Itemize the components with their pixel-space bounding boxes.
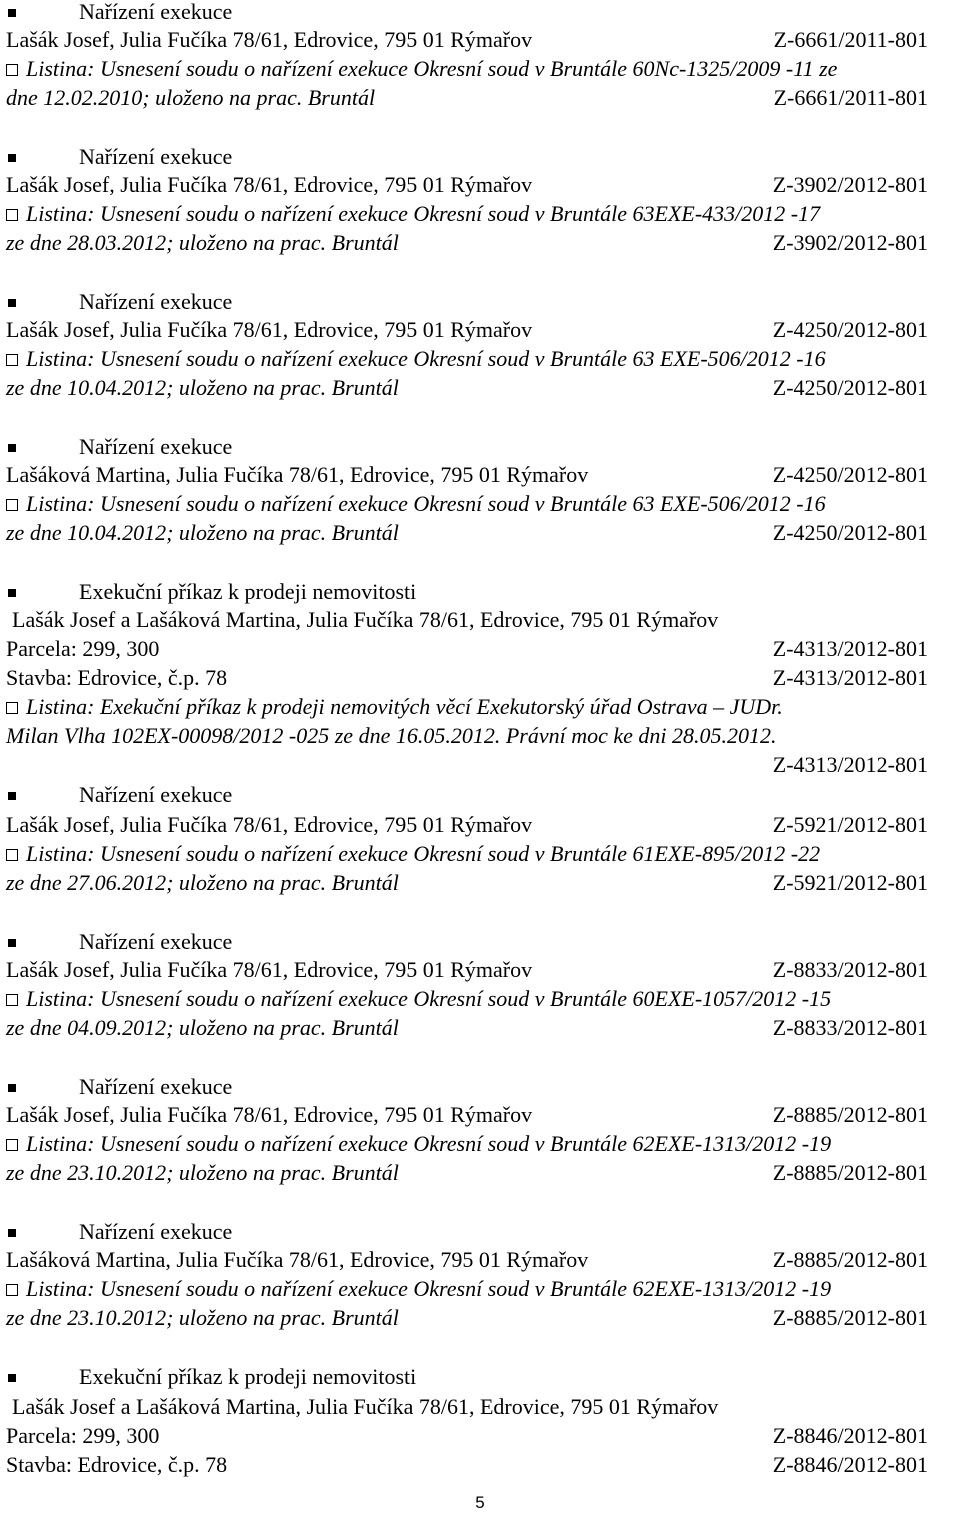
bullet-icon: [8, 444, 16, 452]
bullet-icon: [8, 939, 16, 947]
checkbox-square-icon: [6, 1139, 18, 1151]
checkbox-square-icon: [6, 64, 18, 76]
listina-line: Listina: Usnesení soudu o nařízení exekuce Okresní soud v Bruntále 62EXE-1313/2012 -19: [6, 1129, 956, 1158]
reference-number: Z-4313/2012-801: [772, 636, 928, 661]
owner-line: Lašák Josef, Julia Fučíka 78/61, Edrovice, 795 01 Rýmařov Z-8833/2012-801: [6, 957, 928, 982]
listina-line: Listina: Usnesení soudu o nařízení exekuce Okresní soud v Bruntále 62EXE-1313/2012 -19: [6, 1274, 956, 1303]
owner-line: Lašák Josef, Julia Fučíka 78/61, Edrovice, 795 01 Rýmařov Z-8885/2012-801: [6, 1102, 928, 1127]
reference-number: Z-3902/2012-801: [772, 230, 928, 255]
reference-number: Z-4250/2012-801: [772, 375, 928, 400]
entry-header: Nařízení exekuce: [79, 144, 233, 169]
bullet-icon: [8, 1374, 16, 1382]
checkbox-square-icon: [6, 849, 18, 861]
bullet-icon: [8, 154, 16, 162]
owner-line: Lašák Josef, Julia Fučíka 78/61, Edrovice, 795 01 Rýmařov Z-6661/2011-801: [6, 27, 928, 52]
listina-continuation: dne 12.02.2010; uloženo na prac. Bruntál Z-6661/2011-801: [6, 85, 928, 110]
listina-line: Listina: Usnesení soudu o nařízení exekuce Okresní soud v Bruntále 63 EXE-506/2012 -16: [6, 489, 956, 518]
reference-number: Z-8885/2012-801: [772, 1160, 928, 1185]
entry-header: Nařízení exekuce: [79, 1074, 233, 1099]
entry-header: Exekuční příkaz k prodeji nemovitosti: [79, 579, 417, 604]
bullet-icon: [8, 1084, 16, 1092]
listina-line: Listina: Usnesení soudu o nařízení exekuce Okresní soud v Bruntále 60Nc-1325/2009 -11 ze: [6, 54, 956, 83]
bullet-icon: [8, 9, 16, 17]
listina-line: Listina: Usnesení soudu o nařízení exekuce Okresní soud v Bruntále 60EXE-1057/2012 -15: [6, 984, 956, 1013]
checkbox-square-icon: [6, 994, 18, 1006]
bullet-icon: [8, 589, 16, 597]
stavba-line: Stavba: Edrovice, č.p. 78 Z-8846/2012-801: [6, 1452, 928, 1477]
entry-header: Nařízení exekuce: [79, 782, 233, 807]
bullet-icon: [8, 299, 16, 307]
reference-number: Z-8885/2012-801: [772, 1247, 928, 1272]
reference-line: [6, 750, 928, 779]
listina-continuation: ze dne 10.04.2012; uloženo na prac. Bruntál Z-4250/2012-801: [6, 375, 928, 400]
entry-header: Nařízení exekuce: [79, 929, 233, 954]
reference-number: Z-4250/2012-801: [772, 317, 928, 342]
listina-line: Listina: Usnesení soudu o nařízení exekuce Okresní soud v Bruntále 63EXE-433/2012 -17: [6, 199, 956, 228]
reference-number: Z-8846/2012-801: [772, 1452, 928, 1477]
reference-number: Z-8846/2012-801: [772, 1423, 928, 1448]
listina-line: Listina: Usnesení soudu o nařízení exekuce Okresní soud v Bruntále 63 EXE-506/2012 -16: [6, 344, 956, 373]
reference-number: Z-4313/2012-801: [772, 752, 928, 777]
listina-continuation: ze dne 28.03.2012; uloženo na prac. Bruntál Z-3902/2012-801: [6, 230, 928, 255]
bullet-icon: [8, 792, 16, 800]
parcela-line: Parcela: 299, 300 Z-8846/2012-801: [6, 1423, 928, 1448]
listina-continuation: ze dne 23.10.2012; uloženo na prac. Bruntál Z-8885/2012-801: [6, 1305, 928, 1330]
listina-continuation: ze dne 23.10.2012; uloženo na prac. Bruntál Z-8885/2012-801: [6, 1160, 928, 1185]
checkbox-square-icon: [6, 499, 18, 511]
entry-header: Nařízení exekuce: [79, 1219, 233, 1244]
checkbox-square-icon: [6, 1284, 18, 1296]
owner-line: Lašáková Martina, Julia Fučíka 78/61, Edrovice, 795 01 Rýmařov Z-4250/2012-801: [6, 462, 928, 487]
reference-number: Z-8833/2012-801: [772, 1015, 928, 1040]
stavba-line: Stavba: Edrovice, č.p. 78 Z-4313/2012-801: [6, 665, 928, 690]
page-number: 5: [475, 1493, 485, 1512]
reference-number: Z-8885/2012-801: [772, 1305, 928, 1330]
entry-header: Exekuční příkaz k prodeji nemovitosti: [79, 1364, 417, 1389]
reference-number: Z-8885/2012-801: [772, 1102, 928, 1127]
reference-number: Z-4250/2012-801: [772, 462, 928, 487]
reference-number: Z-5921/2012-801: [772, 870, 928, 895]
entry-header: Nařízení exekuce: [79, 289, 233, 314]
reference-number: Z-5921/2012-801: [772, 812, 928, 837]
listina-continuation: ze dne 04.09.2012; uloženo na prac. Bruntál Z-8833/2012-801: [6, 1015, 928, 1040]
entry-header: Nařízení exekuce: [79, 0, 233, 24]
reference-number: Z-8833/2012-801: [772, 957, 928, 982]
owner-line: Lašák Josef, Julia Fučíka 78/61, Edrovice, 795 01 Rýmařov Z-3902/2012-801: [6, 172, 928, 197]
reference-number: Z-6661/2011-801: [773, 27, 928, 52]
bullet-icon: [8, 1229, 16, 1237]
listina-continuation: Milan Vlha 102EX-00098/2012 -025 ze dne 16.05.2012. Právní moc ke dni 28.05.2012.: [6, 723, 777, 748]
listina-line: Listina: Usnesení soudu o nařízení exekuce Okresní soud v Bruntále 61EXE-895/2012 -22: [6, 839, 956, 868]
listina-continuation: ze dne 27.06.2012; uloženo na prac. Bruntál Z-5921/2012-801: [6, 870, 928, 895]
parcela-line: Parcela: 299, 300 Z-4313/2012-801: [6, 636, 928, 661]
reference-number: Z-4313/2012-801: [772, 665, 928, 690]
owner-line: Lašák Josef a Lašáková Martina, Julia Fučíka 78/61, Edrovice, 795 01 Rýmařov: [12, 607, 719, 632]
listina-continuation: ze dne 10.04.2012; uloženo na prac. Bruntál Z-4250/2012-801: [6, 520, 928, 545]
listina-line: Listina: Exekuční příkaz k prodeji nemovitých věcí Exekutorský úřad Ostrava – JUDr.: [6, 692, 956, 721]
entry-header: Nařízení exekuce: [79, 434, 233, 459]
reference-number: Z-6661/2011-801: [773, 85, 928, 110]
owner-line: Lašáková Martina, Julia Fučíka 78/61, Edrovice, 795 01 Rýmařov Z-8885/2012-801: [6, 1247, 928, 1272]
checkbox-square-icon: [6, 702, 18, 714]
owner-line: Lašák Josef, Julia Fučíka 78/61, Edrovice, 795 01 Rýmařov Z-5921/2012-801: [6, 812, 928, 837]
reference-number: Z-4250/2012-801: [772, 520, 928, 545]
owner-line: Lašák Josef a Lašáková Martina, Julia Fučíka 78/61, Edrovice, 795 01 Rýmařov: [12, 1394, 719, 1419]
checkbox-square-icon: [6, 209, 18, 221]
reference-number: Z-3902/2012-801: [772, 172, 928, 197]
checkbox-square-icon: [6, 354, 18, 366]
owner-line: Lašák Josef, Julia Fučíka 78/61, Edrovice, 795 01 Rýmařov Z-4250/2012-801: [6, 317, 928, 342]
